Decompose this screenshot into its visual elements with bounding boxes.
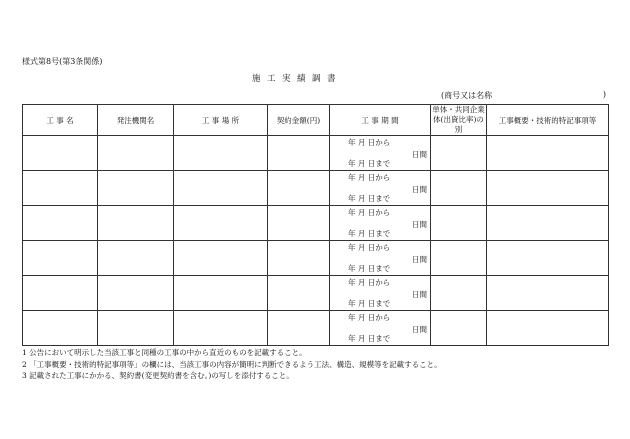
project-name-cell[interactable] [23, 136, 98, 171]
column-header-project-name: 工 事 名 [23, 105, 98, 136]
jv-type-cell[interactable] [431, 171, 487, 206]
work-location-cell[interactable] [174, 241, 268, 276]
period-from-text: 年 月 日から [348, 278, 391, 287]
contract-amount-cell[interactable] [268, 136, 330, 171]
period-until-text: 年 月 日まで [348, 159, 391, 168]
ordering-agency-cell[interactable] [98, 171, 174, 206]
project-name-cell[interactable] [23, 311, 98, 346]
notes-section [22, 347, 442, 382]
period-from-text: 年 月 日から [348, 313, 391, 322]
form-number: 様式第8号(第3条関係) [22, 57, 103, 66]
jv-type-cell[interactable] [431, 276, 487, 311]
table-row [23, 241, 609, 276]
construction-record-table [22, 104, 609, 346]
table-row [23, 276, 609, 311]
overview-cell[interactable] [487, 311, 609, 346]
overview-cell[interactable] [487, 241, 609, 276]
project-name-cell[interactable] [23, 206, 98, 241]
contract-amount-cell[interactable] [268, 241, 330, 276]
trade-name-label: (商号又は名称 [441, 91, 493, 100]
period-days-text: 日間 [412, 325, 427, 334]
overview-cell[interactable] [487, 276, 609, 311]
ordering-agency-cell[interactable] [98, 206, 174, 241]
overview-cell[interactable] [487, 136, 609, 171]
work-period-cell[interactable] [330, 276, 431, 311]
work-period-cell[interactable] [330, 206, 431, 241]
period-from-text: 年 月 日から [348, 243, 391, 252]
contract-amount-cell[interactable] [268, 206, 330, 241]
column-header-contract-amount: 契約金額(円) [268, 105, 330, 136]
work-location-cell[interactable] [174, 136, 268, 171]
column-header-overview: 工事概要・技術的特記事項等 [487, 105, 609, 136]
ordering-agency-cell[interactable] [98, 241, 174, 276]
period-until-text: 年 月 日まで [348, 334, 391, 343]
jv-type-cell[interactable] [431, 206, 487, 241]
table-header-row [23, 105, 609, 136]
page-title: 施工実績調書 [252, 74, 343, 84]
trade-name-close: ) [602, 90, 606, 99]
contract-amount-cell[interactable] [268, 171, 330, 206]
overview-cell[interactable] [487, 206, 609, 241]
table-row [23, 136, 609, 171]
period-until-text: 年 月 日まで [348, 264, 391, 273]
project-name-cell[interactable] [23, 276, 98, 311]
column-header-ordering-agency: 発注機関名 [98, 105, 174, 136]
period-until-text: 年 月 日まで [348, 299, 391, 308]
ordering-agency-cell[interactable] [98, 311, 174, 346]
period-until-text: 年 月 日まで [348, 229, 391, 238]
period-days-text: 日間 [412, 150, 427, 159]
period-days-text: 日間 [412, 220, 427, 229]
contract-amount-cell[interactable] [268, 311, 330, 346]
jv-type-cell[interactable] [431, 311, 487, 346]
work-location-cell[interactable] [174, 171, 268, 206]
column-header-work-location: 工 事 場 所 [174, 105, 268, 136]
trade-name-line [441, 90, 606, 101]
period-from-text: 年 月 日から [348, 138, 391, 147]
ordering-agency-cell[interactable] [98, 136, 174, 171]
work-period-cell[interactable] [330, 241, 431, 276]
jv-type-cell[interactable] [431, 136, 487, 171]
work-location-cell[interactable] [174, 206, 268, 241]
work-period-cell[interactable] [330, 136, 431, 171]
period-until-text: 年 月 日まで [348, 194, 391, 203]
work-period-cell[interactable] [330, 171, 431, 206]
work-period-cell[interactable] [330, 311, 431, 346]
column-header-work-period: 工 事 期 間 [330, 105, 431, 136]
table-row [23, 311, 609, 346]
project-name-cell[interactable] [23, 171, 98, 206]
contract-amount-cell[interactable] [268, 276, 330, 311]
period-days-text: 日間 [412, 185, 427, 194]
project-name-cell[interactable] [23, 241, 98, 276]
period-from-text: 年 月 日から [348, 208, 391, 217]
table-row [23, 171, 609, 206]
work-location-cell[interactable] [174, 311, 268, 346]
work-location-cell[interactable] [174, 276, 268, 311]
note-item: 3 記載された工事にかかる、契約書(変更契約書を含む。)の写しを添付すること。 [22, 371, 294, 380]
note-item: 1 公告において明示した当該工事と同種の工事の中から直近のものを記載すること。 [22, 348, 307, 357]
period-days-text: 日間 [412, 255, 427, 264]
column-header-jv-type: 単体・共同企業体(出資比率)の別 [432, 105, 485, 134]
period-days-text: 日間 [412, 290, 427, 299]
period-from-text: 年 月 日から [348, 173, 391, 182]
jv-type-cell[interactable] [431, 241, 487, 276]
note-item: 2 「工事概要・技術的特記事項等」の欄には、当該工事の内容が簡明に判断できるよう工法、構造、規模等を記載すること。 [22, 359, 442, 369]
overview-cell[interactable] [487, 171, 609, 206]
table-row [23, 206, 609, 241]
ordering-agency-cell[interactable] [98, 276, 174, 311]
